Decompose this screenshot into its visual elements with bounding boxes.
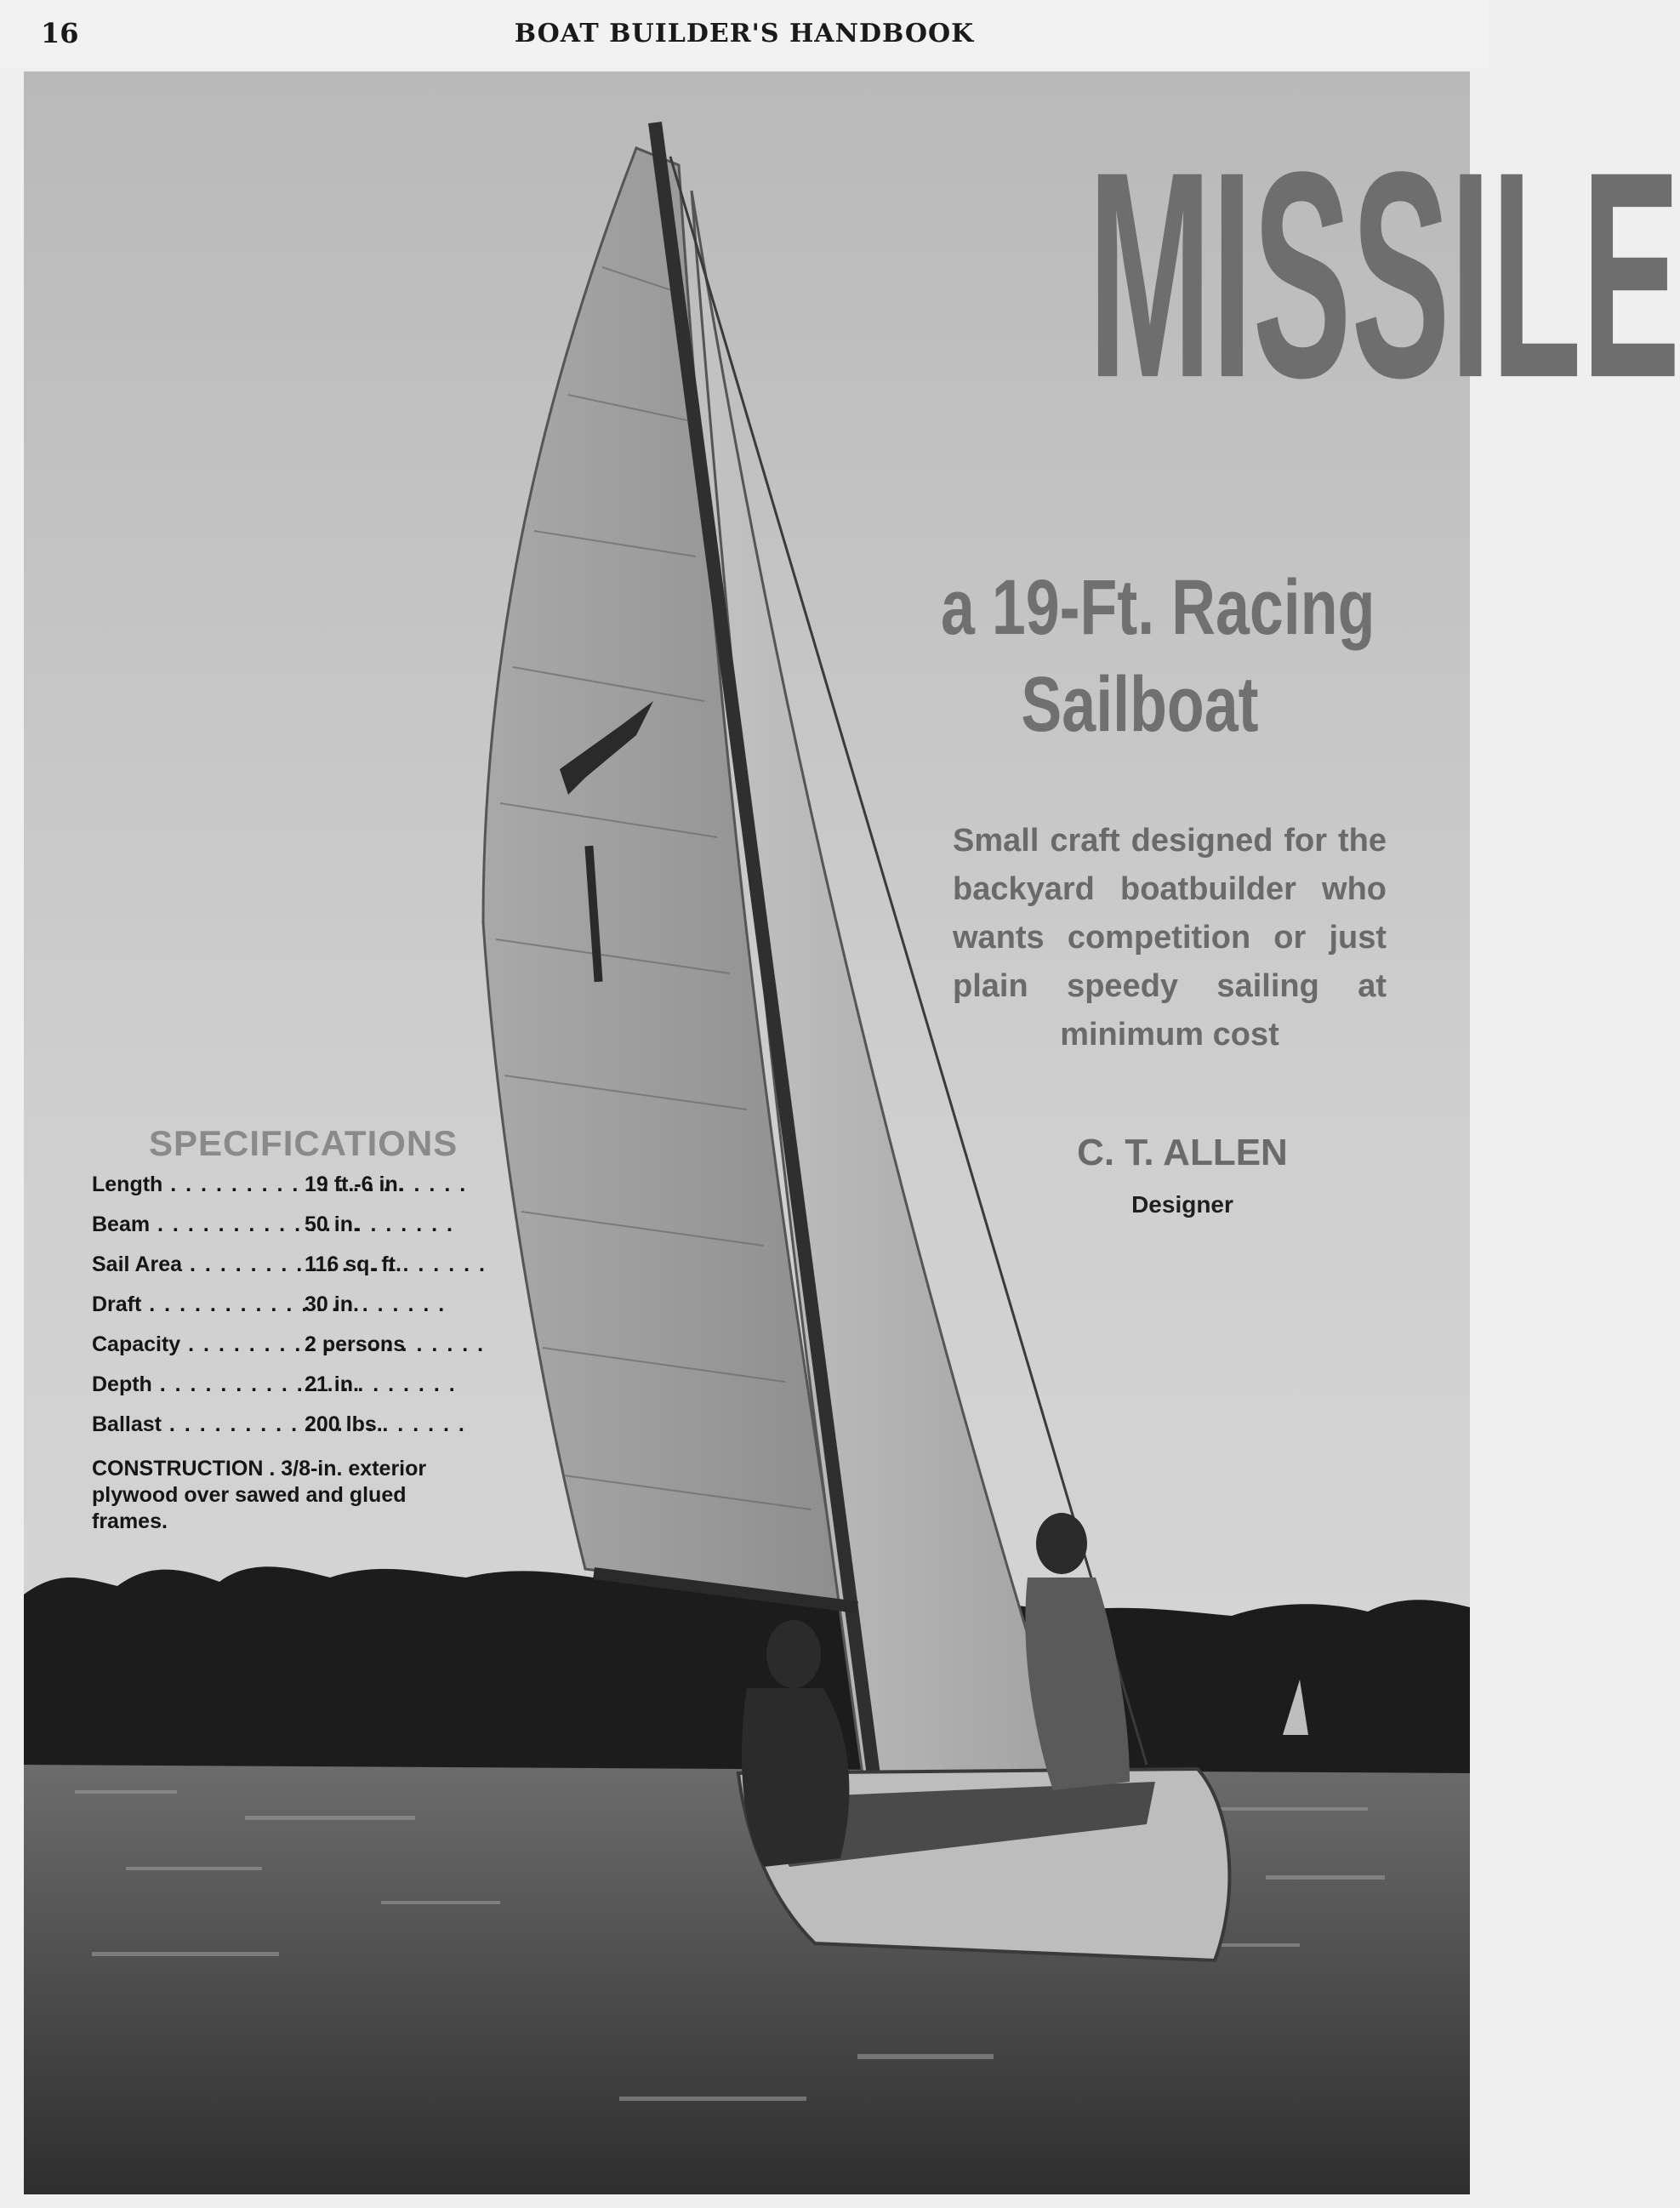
article-title: MISSILE <box>1088 110 1680 439</box>
spec-label: Length . . . <box>92 1172 305 1197</box>
spec-value: 21 in. <box>305 1372 359 1396</box>
spec-label: Beam . . . <box>92 1212 305 1237</box>
article-subtitle-line-1: a 19-Ft. Racing <box>941 564 1375 651</box>
spec-row-length <box>92 1172 492 1212</box>
designer-role: Designer <box>1131 1191 1233 1218</box>
spec-row-sail-area <box>92 1252 492 1292</box>
spec-value: 50 in. <box>305 1212 359 1236</box>
spec-label: Ballast . . . <box>92 1412 305 1437</box>
spec-value: 200 lbs. <box>305 1412 383 1436</box>
spec-row-draft <box>92 1292 492 1332</box>
spec-label: Depth . . . <box>92 1372 305 1397</box>
article-subtitle-line-2: Sailboat <box>1021 661 1259 748</box>
spec-row-beam <box>92 1212 492 1252</box>
specifications-heading: SPECIFICATIONS <box>149 1123 458 1163</box>
spec-value: 116 sq. ft. <box>305 1252 401 1276</box>
spec-row-ballast <box>92 1412 492 1452</box>
spec-value: 30 in. <box>305 1292 359 1316</box>
spec-row-capacity <box>92 1332 492 1372</box>
spec-value: 2 persons <box>305 1332 406 1356</box>
spec-label: Sail Area . . . <box>92 1252 305 1277</box>
spec-label: Draft . . . <box>92 1292 305 1317</box>
designer-name: C. T. ALLEN <box>1077 1132 1288 1173</box>
spec-construction: CONSTRUCTION . 3/8-in. exterior plywood over sawed and glued frames. <box>92 1457 427 1533</box>
page-header <box>0 0 1489 68</box>
specifications-list <box>92 1172 492 1535</box>
water <box>24 1765 1470 2194</box>
article-blurb: Small craft designed for the backyard boatbuilder who wants competition or just plain speedy sailing at minimum cost <box>953 823 1387 1053</box>
running-head: BOAT BUILDER'S HANDBOOK <box>514 19 975 48</box>
spec-label: Capacity . . . <box>92 1332 305 1357</box>
spec-value: 19 ft.-6 in. <box>305 1172 404 1196</box>
page-number: 16 <box>41 17 79 49</box>
spec-row-depth <box>92 1372 492 1412</box>
